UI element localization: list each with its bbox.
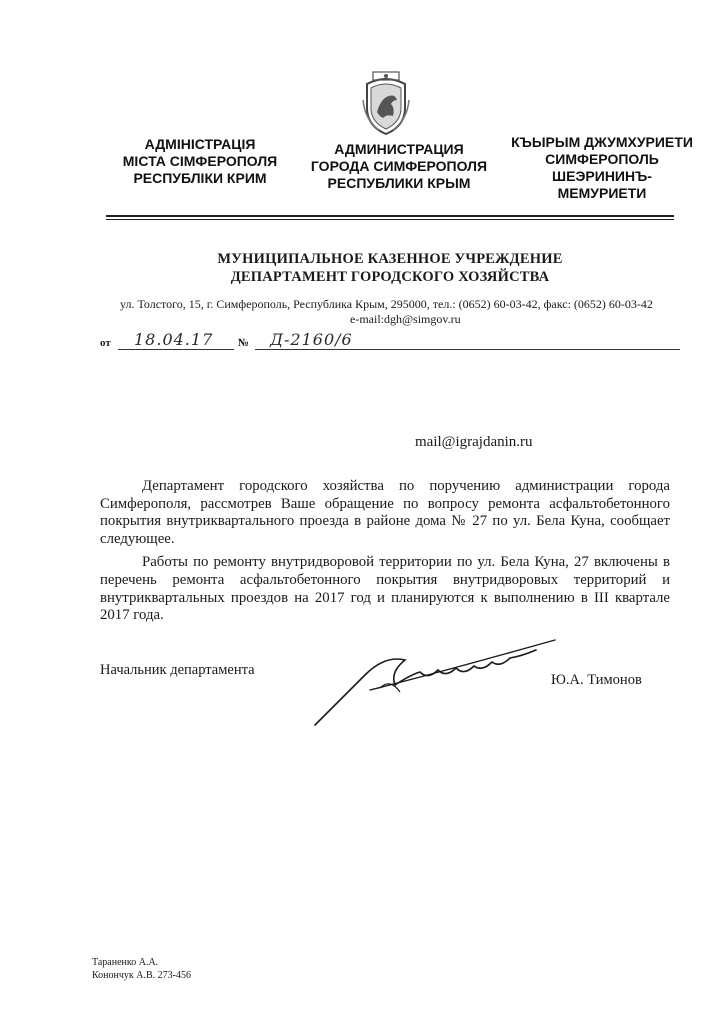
number-underline [255,349,680,350]
executor-line-1: Тараненко А.А. [92,957,159,968]
organization-email: e-mail:dgh@simgov.ru [350,312,461,326]
executor-line-2: Конончук А.В. 273-456 [92,970,191,981]
letterhead-crh-line: КЪЫРЫМ ДЖУМХУРИЕТИ [511,134,693,150]
letterhead-ru-line: ГОРОДА СИМФЕРОПОЛЯ [310,158,488,174]
letterhead-ukrainian [95,136,305,187]
organization-line-1: МУНИЦИПАЛЬНОЕ КАЗЕННОЕ УЧРЕЖДЕНИЕ [217,251,563,267]
date-label: от [100,337,111,349]
recipient-email: mail@igrajdanin.ru [415,434,533,450]
letterhead-ua-line: МІСТА СІМФЕРОПОЛЯ [122,153,278,169]
handwritten-signature [310,620,560,730]
number-handwritten: Д-2160/6 [270,330,353,349]
letterhead-crh-line: МЕМУРИЕТИ [557,185,647,201]
number-label: № [238,337,250,349]
body-paragraph-1: Департамент городского хозяйства по поручению администрации города Симферополя, рассмотрев Ваше обращение по вопросу ремонта асфальтобетонного покрытия внутриквартального проезда в районе дома № 27 по ул. Бела Куна, сообщает следующее. [100,478,670,547]
crimea-coat-of-arms-icon [359,70,413,136]
signatory-name: Ю.А. Тимонов [551,672,642,688]
letterhead-ru-line: АДМИНИСТРАЦИЯ [334,141,464,157]
body-paragraph-2: Работы по ремонту внутридворовой территории по ул. Бела Куна, 27 включены в перечень ремонта асфальтобетонного покрытия внутридворовых территорий и внутриквартальных проездов на 2017 год и планируются к выполнению в III квартале 2017 года. [100,554,670,624]
letterhead-ru-line: РЕСПУБЛИКИ КРЫМ [327,175,471,191]
letterhead-divider [106,215,674,217]
letterhead-ua-line: РЕСПУБЛІКИ КРИМ [133,170,267,186]
reference-block [100,332,680,356]
letterhead-crh-line: ШЕЭРИНИНЪ- [552,168,652,184]
date-underline [118,349,234,350]
letterhead-russian [294,141,504,192]
organization-address: ул. Толстого, 15, г. Симферополь, Республика Крым, 295000, тел.: (0652) 60-03-42, факс: (0652) 60-03-42 [120,297,653,311]
signatory-title: Начальник департамента [100,662,255,678]
letterhead-divider-thin [106,219,674,220]
organization-line-2: ДЕПАРТАМЕНТ ГОРОДСКОГО ХОЗЯЙСТВА [230,269,550,285]
letterhead-ua-line: АДМІНІСТРАЦІЯ [144,136,256,152]
date-handwritten: 18.04.17 [134,330,214,349]
letterhead-crimean-tatar [497,134,707,202]
letterhead-crh-line: СИМФЕРОПОЛЬ [545,151,659,167]
letter-body [100,478,670,625]
